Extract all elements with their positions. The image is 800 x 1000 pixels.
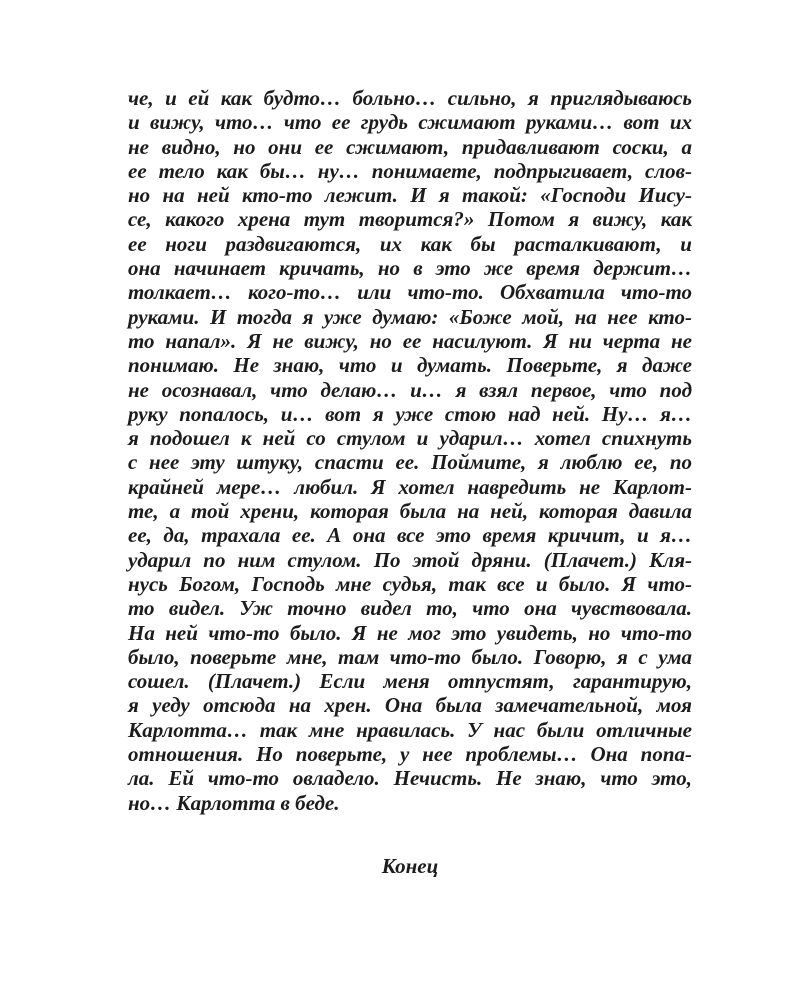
ending-label: Конец (381, 854, 439, 878)
text-line: ударил по ним стулом. По этой дряни. (Плачет.) Кля- (128, 547, 692, 572)
text-line: понимаю. Не знаю, что и думать. Поверьте, я даже (128, 353, 692, 378)
text-line: На ней что-то было. Я не мог это увидеть, но что-то (128, 620, 692, 645)
page-text-paragraph (128, 86, 692, 815)
text-line: че, и ей как будто… больно… сильно, я приглядываюсь (128, 86, 692, 110)
text-line: и вижу, что… что ее грудь сжимают руками… вот их (128, 110, 692, 135)
text-line: но на ней кто-то лежит. И я такой: «Господи Иису- (128, 183, 692, 208)
text-line: ее ноги раздвигаются, их как бы расталкивают, и (128, 231, 692, 256)
text-line: она начинает кричать, но в это же время держит… (128, 256, 692, 281)
text-line: нусь Богом, Господь мне судья, так все и было. Я что- (128, 571, 692, 596)
text-line: не осознавал, что делаю… и… я взял первое, что под (128, 377, 692, 402)
text-line: толкает… кого-то… или что-то. Обхватила что-то (128, 280, 692, 305)
text-line: отношения. Но поверьте, у нее проблемы… Она попа- (128, 742, 692, 767)
text-line: Карлотта… так мне нравилась. У нас были отличные (128, 717, 692, 742)
text-line: не видно, но они ее сжимают, придавливают соски, а (128, 134, 692, 159)
text-line: ее, да, трахала ее. А она все это время кричит, и я… (128, 523, 692, 548)
text-line: ее тело как бы… ну… понимаете, подпрыгивает, слов- (128, 158, 692, 183)
text-line: то видел. Уж точно видел то, что она чувствовала. (128, 596, 692, 621)
text-line: руками. И тогда я уже думаю: «Боже мой, на нее кто- (128, 304, 692, 329)
text-line: с нее эту штуку, спасти ее. Поймите, я люблю ее, по (128, 450, 692, 475)
text-line: те, а той хрени, которая была на ней, которая давила (128, 499, 692, 524)
text-line: се, какого хрена тут творится?» Потом я вижу, как (128, 207, 692, 232)
text-line: но… Карлотта в беде. (128, 790, 340, 815)
text-line: я уеду отсюда на хрен. Она была замечательной, моя (128, 693, 692, 718)
text-line: ла. Ей что-то овладело. Нечисть. Не знаю, что это, (128, 766, 692, 791)
text-line: крайней мере… любил. Я хотел навредить не Карлот- (128, 474, 692, 499)
text-line: руку попалось, и… вот я уже стою над ней. Ну… я… (128, 401, 692, 426)
text-line: сошел. (Плачет.) Если меня отпустят, гарантирую, (128, 669, 692, 694)
text-line: было, поверьте мне, там что-то было. Говорю, я с ума (128, 644, 692, 669)
text-line: то напал». Я не вижу, но ее насилуют. Я ни черта не (128, 328, 692, 353)
text-line: я подошел к ней со стулом и ударил… хотел спихнуть (128, 426, 692, 451)
